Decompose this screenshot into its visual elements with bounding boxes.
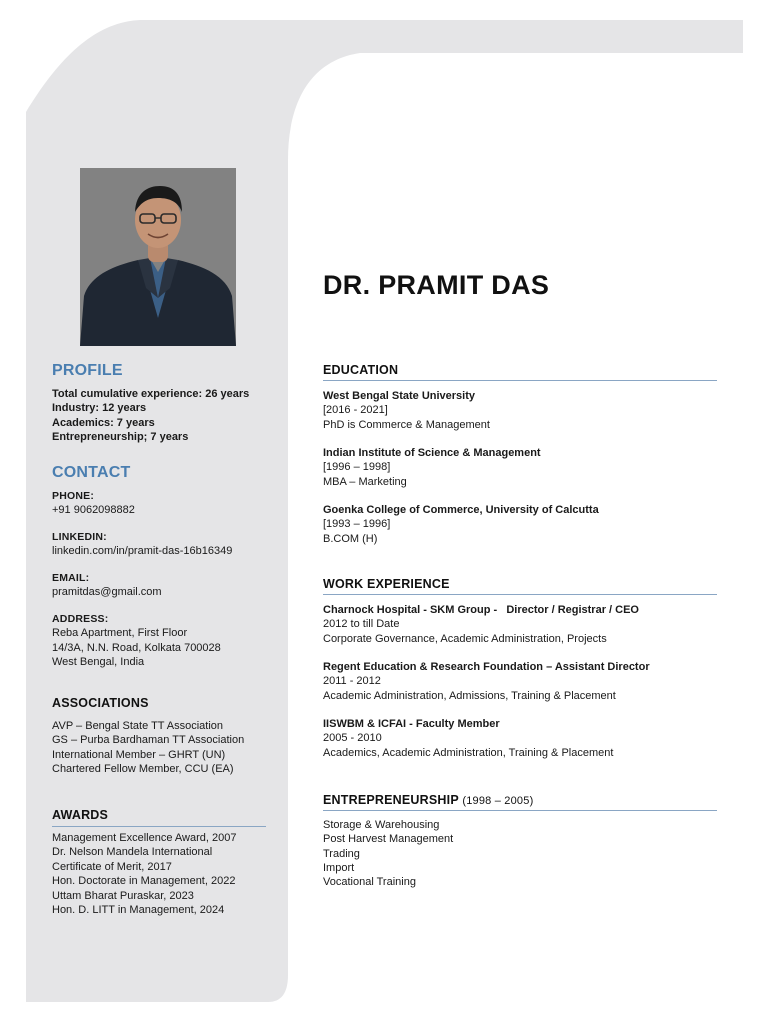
education-years: [1993 – 1996] bbox=[323, 518, 391, 531]
association-item: AVP – Bengal State TT Association bbox=[52, 719, 224, 732]
award-item: Dr. Nelson Mandela International bbox=[52, 846, 213, 858]
association-item: International Member – GHRT (UN) bbox=[52, 748, 226, 761]
association-item: Chartered Fellow Member, CCU (EA) bbox=[52, 763, 234, 775]
work-title: IISWBM & ICFAI - Faculty Member bbox=[323, 718, 500, 730]
work-years: 2011 - 2012 bbox=[323, 675, 381, 688]
contact-section bbox=[52, 466, 278, 682]
work-desc: Academics, Academic Administration, Training & Placement bbox=[323, 746, 614, 759]
contact-heading: CONTACT bbox=[52, 464, 131, 481]
address-line: Reba Apartment, First Floor bbox=[52, 627, 188, 639]
entrepreneurship-item: Post Harvest Management bbox=[323, 833, 454, 846]
entrepreneurship-list bbox=[323, 818, 723, 889]
entrepreneurship-item: Import bbox=[323, 861, 355, 874]
profile-heading: PROFILE bbox=[52, 362, 123, 379]
education-desc: PhD is Commerce & Management bbox=[323, 418, 490, 431]
education-entry bbox=[323, 446, 723, 489]
entrepreneurship-item: Storage & Warehousing bbox=[323, 819, 440, 831]
work-entry bbox=[323, 660, 723, 703]
education-title: West Bengal State University bbox=[323, 390, 476, 402]
award-item: Hon. Doctorate in Management, 2022 bbox=[52, 875, 236, 887]
work-years: 2012 to till Date bbox=[323, 618, 400, 631]
entrepreneurship-period: (1998 – 2005) bbox=[462, 795, 534, 807]
work-entry bbox=[323, 717, 723, 760]
education-entry bbox=[323, 389, 723, 432]
profile-line: Academics: 7 years bbox=[52, 416, 155, 429]
education-heading bbox=[323, 363, 717, 381]
education-entry bbox=[323, 503, 723, 546]
work-desc: Academic Administration, Admissions, Training & Placement bbox=[323, 689, 616, 702]
profile-line: Industry: 12 years bbox=[52, 402, 147, 414]
linkedin-link[interactable]: linkedin.com/in/pramit-das-16b16349 bbox=[52, 545, 233, 557]
associations-section bbox=[52, 696, 278, 777]
profile-section bbox=[52, 364, 278, 445]
awards-divider bbox=[52, 826, 266, 827]
email-link[interactable]: pramitdas@gmail.com bbox=[52, 586, 162, 598]
associations-heading: ASSOCIATIONS bbox=[52, 696, 149, 710]
education-title: Indian Institute of Science & Management bbox=[323, 447, 541, 459]
entrepreneurship-item: Vocational Training bbox=[323, 876, 416, 889]
email-label: EMAIL: bbox=[52, 571, 90, 584]
award-item: Management Excellence Award, 2007 bbox=[52, 831, 237, 844]
awards-heading: AWARDS bbox=[52, 808, 109, 822]
education-title: Goenka College of Commerce, University of Calcutta bbox=[323, 504, 599, 516]
linkedin-label: LINKEDIN: bbox=[52, 530, 107, 543]
education-years: [1996 – 1998] bbox=[323, 461, 391, 474]
profile-photo bbox=[80, 168, 236, 346]
entrepreneurship-item: Trading bbox=[323, 847, 360, 860]
awards-section bbox=[52, 808, 278, 918]
address-line: 14/3A, N.N. Road, Kolkata 700028 bbox=[52, 641, 221, 654]
entrepreneurship-heading bbox=[323, 793, 717, 811]
award-item: Certificate of Merit, 2017 bbox=[52, 860, 172, 873]
work-heading-text: WORK EXPERIENCE bbox=[323, 577, 450, 591]
work-title: Charnock Hospital - SKM Group - Director / Registrar / CEO bbox=[323, 604, 639, 616]
entrepreneurship-heading-text: ENTREPRENEURSHIP bbox=[323, 793, 459, 807]
education-desc: MBA – Marketing bbox=[323, 475, 407, 488]
work-years: 2005 - 2010 bbox=[323, 732, 382, 745]
work-title: Regent Education & Research Foundation – Assistant Director bbox=[323, 661, 650, 673]
profile-line: Total cumulative experience: 26 years bbox=[52, 387, 250, 400]
address-line: West Bengal, India bbox=[52, 656, 145, 668]
education-heading-text: EDUCATION bbox=[323, 363, 399, 377]
award-item: Hon. D. LITT in Management, 2024 bbox=[52, 904, 225, 916]
work-entry bbox=[323, 603, 723, 646]
education-desc: B.COM (H) bbox=[323, 532, 378, 545]
page-title: DR. PRAMIT DAS bbox=[323, 270, 550, 300]
address-label: ADDRESS: bbox=[52, 612, 109, 625]
association-item: GS – Purba Bardhaman TT Association bbox=[52, 734, 245, 746]
education-years: [2016 - 2021] bbox=[323, 404, 388, 417]
profile-line: Entrepreneurship; 7 years bbox=[52, 431, 189, 443]
work-desc: Corporate Governance, Academic Administration, Projects bbox=[323, 632, 607, 645]
work-heading bbox=[323, 577, 717, 595]
phone-value[interactable]: +91 9062098882 bbox=[52, 504, 135, 516]
award-item: Uttam Bharat Puraskar, 2023 bbox=[52, 889, 194, 902]
phone-label: PHONE: bbox=[52, 489, 95, 502]
